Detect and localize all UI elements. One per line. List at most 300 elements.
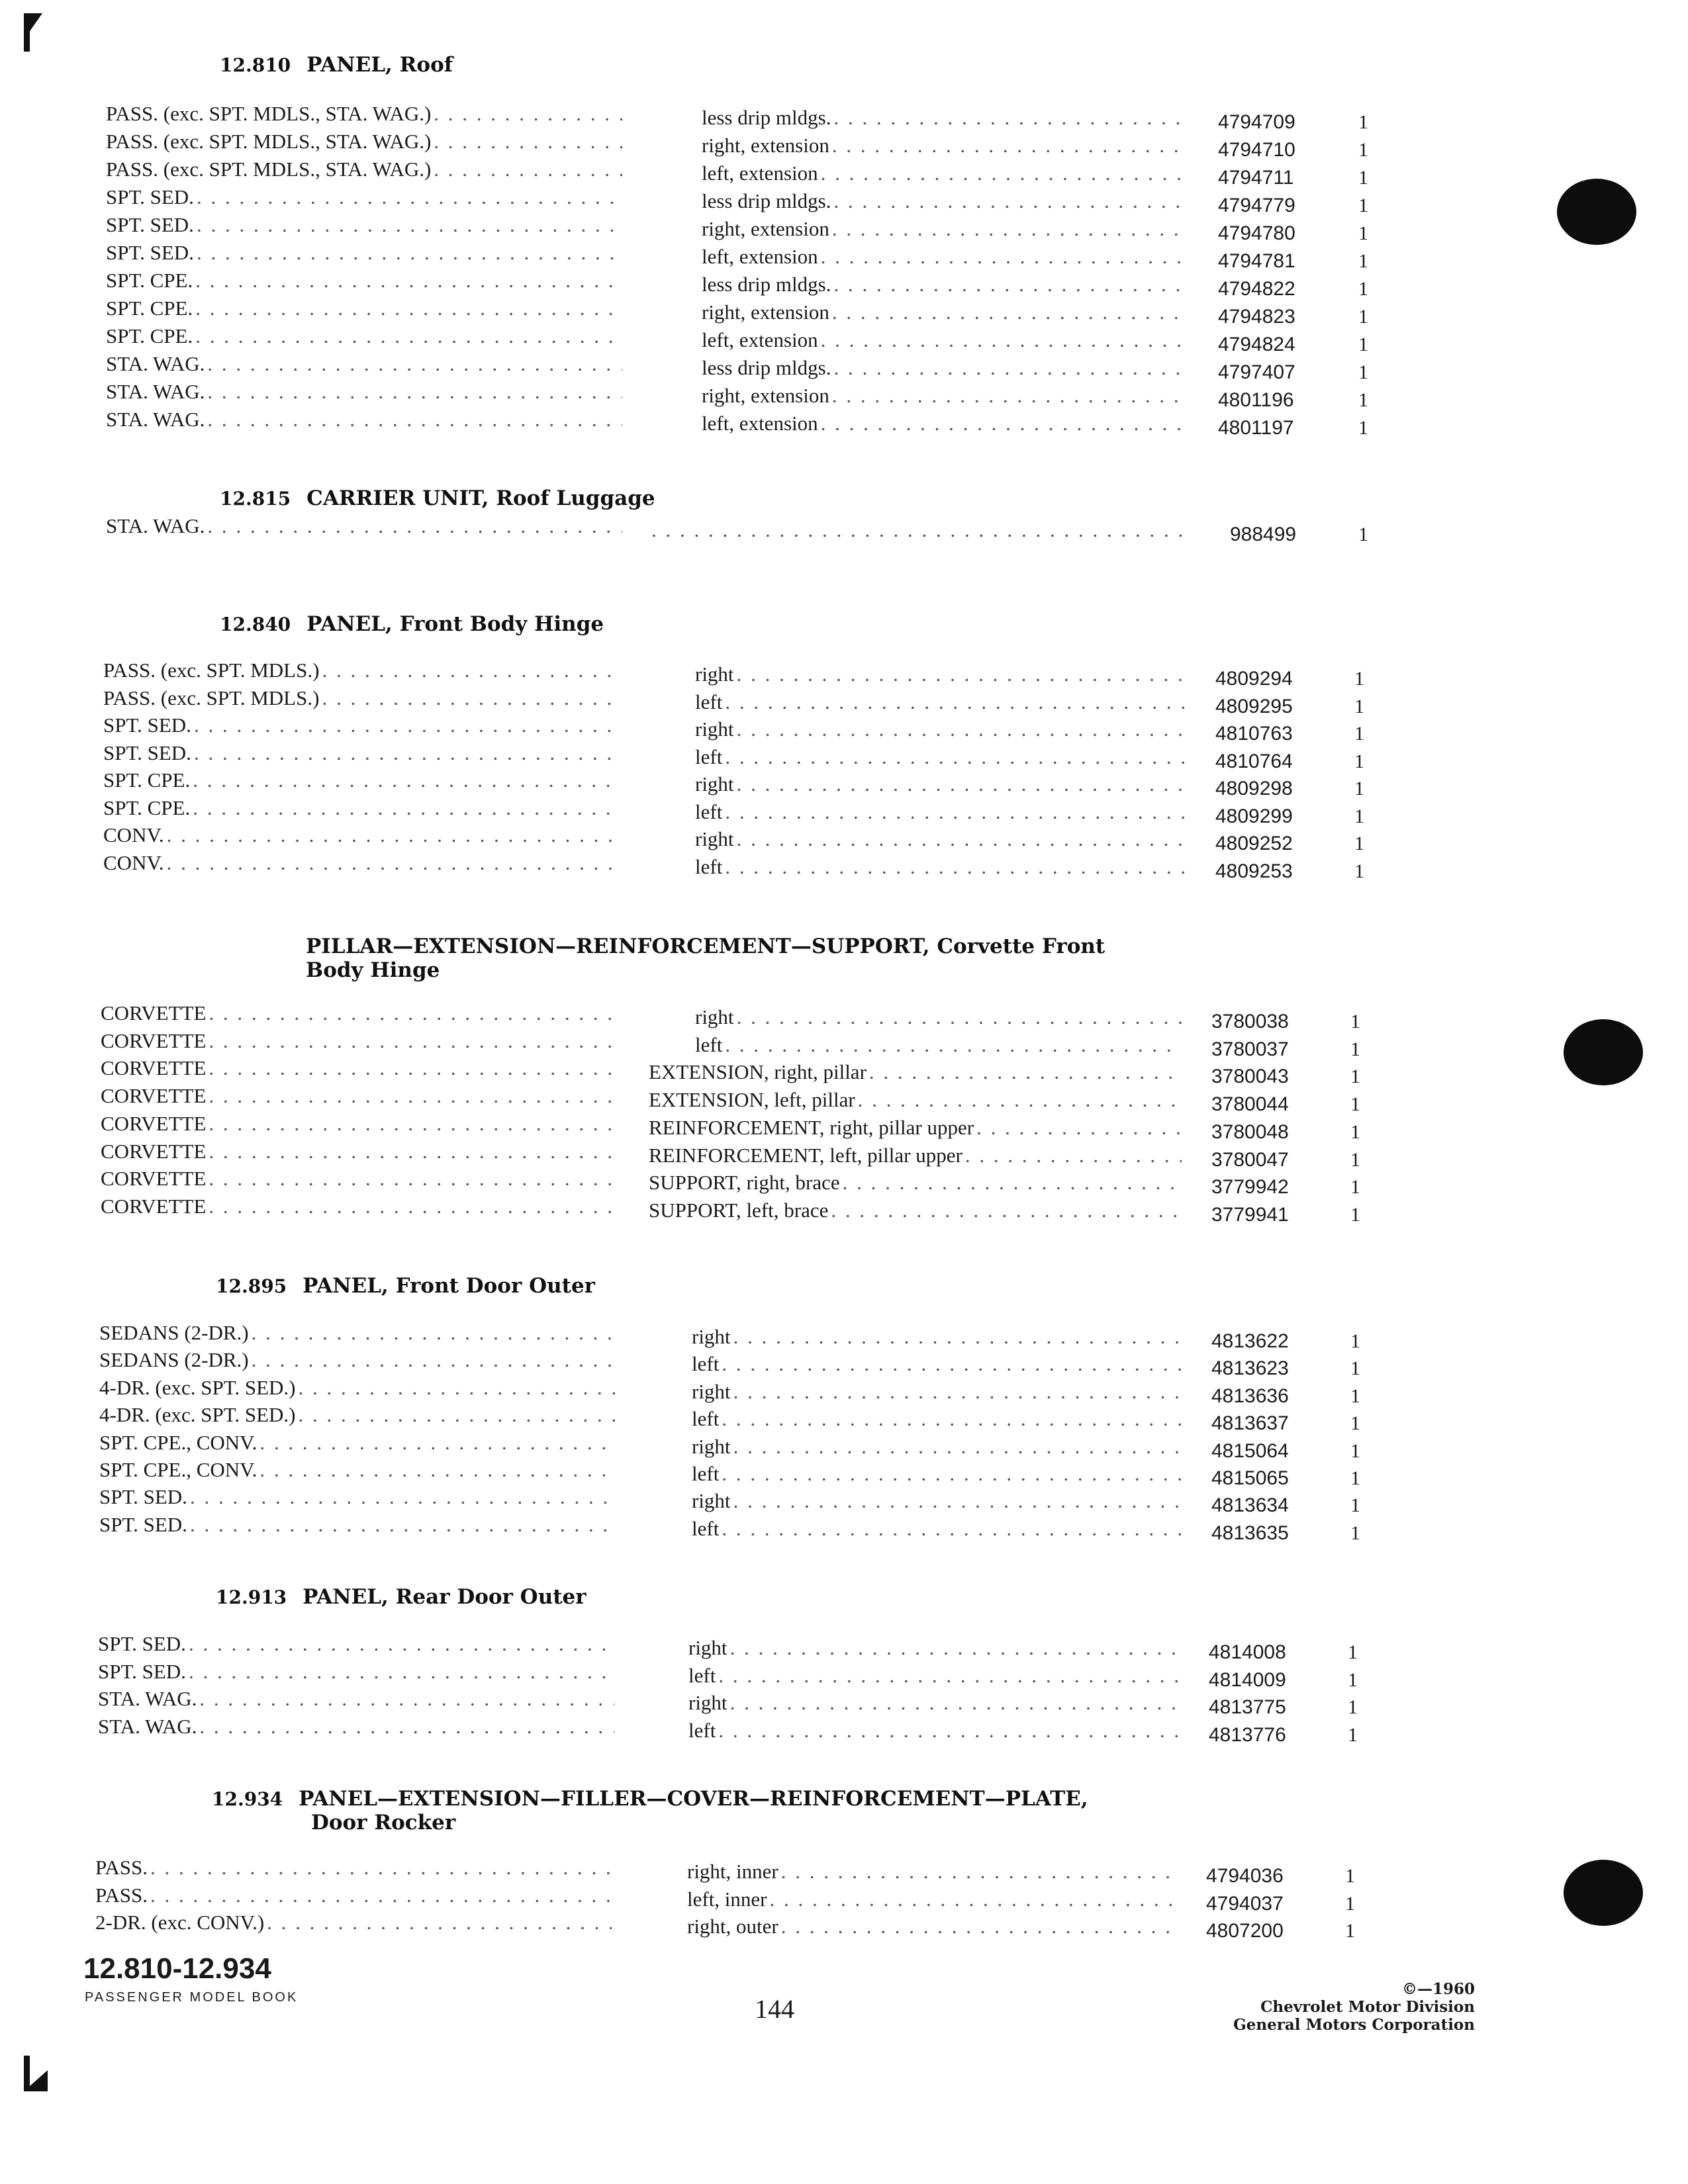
description-cell <box>692 1462 1182 1486</box>
part-number: 4809253 <box>1215 860 1293 882</box>
description-cell <box>688 1691 1178 1715</box>
part-number: 3780043 <box>1211 1066 1289 1088</box>
leader-dots <box>821 328 1185 352</box>
model-cell <box>99 1321 616 1345</box>
model-cell <box>101 1167 617 1191</box>
part-number: 4801197 <box>1218 417 1294 439</box>
description-cell <box>692 1517 1182 1541</box>
leader-dots <box>195 296 622 320</box>
description-text: right, extension <box>702 300 829 324</box>
book-name: PASSENGER MODEL BOOK <box>85 1990 299 2005</box>
model-cell <box>106 102 622 126</box>
description-cell <box>695 1005 1182 1029</box>
description-cell <box>702 384 1185 408</box>
leader-dots <box>207 352 622 376</box>
description-text: left <box>688 1718 716 1742</box>
part-number: 3780048 <box>1211 1120 1289 1143</box>
model-text: CORVETTE <box>101 1167 207 1191</box>
model-text: SPT. SED. <box>106 213 194 236</box>
description-text: right <box>695 1005 734 1028</box>
section-number: 12.913 <box>216 1586 287 1608</box>
leader-dots <box>434 102 622 126</box>
description-cell <box>687 1915 1177 1938</box>
description-cell <box>688 1719 1178 1743</box>
part-number: 3779941 <box>1211 1203 1289 1226</box>
model-cell <box>98 1632 614 1656</box>
leader-dots <box>195 269 622 293</box>
section-heading <box>220 53 453 77</box>
part-number: 4794709 <box>1218 111 1295 133</box>
description-cell <box>695 745 1188 769</box>
model-cell <box>95 1911 612 1934</box>
model-text: STA. WAG. <box>98 1714 197 1738</box>
leader-dots <box>832 217 1185 241</box>
part-number: 988499 <box>1230 523 1297 545</box>
binder-hole-icon <box>1557 179 1636 245</box>
quantity: 1 <box>1358 222 1368 244</box>
description-cell <box>695 717 1188 741</box>
model-cell <box>101 1112 617 1136</box>
model-cell <box>103 851 620 875</box>
part-number: 4809294 <box>1215 668 1293 690</box>
leader-dots <box>781 1915 1177 1938</box>
description-cell <box>695 800 1188 824</box>
description-text: left, extension <box>702 328 818 351</box>
section-title: PANEL—EXTENSION—FILLER—COVER—REINFORCEMENT—PLATE, <box>299 1787 1088 1811</box>
leader-dots <box>209 1084 617 1108</box>
description-text: SUPPORT, right, brace <box>649 1171 840 1195</box>
part-number: 4809295 <box>1215 695 1293 717</box>
leader-dots <box>199 1687 614 1711</box>
quantity: 1 <box>1358 417 1368 439</box>
leader-dots <box>193 796 620 820</box>
leader-dots <box>965 1144 1182 1167</box>
description-text: right <box>695 662 734 686</box>
model-text: STA. WAG. <box>106 380 205 403</box>
part-number: 4801196 <box>1218 389 1294 411</box>
model-text: SPT. CPE. <box>103 796 191 819</box>
description-text: left <box>695 1032 723 1056</box>
leader-dots <box>252 1348 616 1372</box>
quantity: 1 <box>1358 361 1368 383</box>
leader-dots <box>259 1431 616 1455</box>
description-cell <box>702 106 1185 130</box>
leader-dots <box>730 1636 1178 1660</box>
description-text: left <box>695 690 723 713</box>
quantity: 1 <box>1350 1439 1360 1462</box>
model-text: SPT. CPE. <box>106 324 193 347</box>
model-cell <box>103 768 620 792</box>
description-text: right, inner <box>687 1860 778 1883</box>
leader-dots <box>651 518 1185 542</box>
model-cell <box>103 796 620 820</box>
quantity: 1 <box>1350 1176 1360 1199</box>
leader-dots <box>197 185 622 209</box>
model-text: SEDANS (2-DR.) <box>99 1348 249 1372</box>
model-cell <box>101 1029 617 1053</box>
leader-dots <box>190 1513 616 1537</box>
part-number: 4794036 <box>1206 1865 1284 1887</box>
description-text: right <box>695 772 734 796</box>
model-text: PASS. (exc. SPT. MDLS., STA. WAG.) <box>106 158 432 181</box>
leader-dots <box>737 1005 1182 1029</box>
leader-dots <box>833 356 1185 380</box>
description-text: right <box>692 1434 731 1458</box>
part-number: 4813636 <box>1211 1385 1289 1407</box>
copyright: ©—1960 <box>1401 1980 1475 1998</box>
leader-dots <box>434 158 622 181</box>
model-text: 2-DR. (exc. CONV.) <box>95 1911 265 1934</box>
model-cell <box>98 1687 614 1711</box>
section-number: 12.840 <box>220 614 291 635</box>
description-text: less drip mldgs. <box>702 189 831 212</box>
description-cell <box>649 1088 1182 1112</box>
quantity: 1 <box>1350 1330 1360 1352</box>
model-text: SPT. CPE. <box>106 296 193 320</box>
model-text: CONV. <box>103 850 164 874</box>
leader-dots <box>150 1856 612 1880</box>
description-text: less drip mldgs. <box>702 356 831 379</box>
leader-dots <box>730 1691 1178 1715</box>
leader-dots <box>725 745 1188 769</box>
model-text: SPT. SED. <box>98 1632 186 1655</box>
description-text: right, extension <box>702 384 829 407</box>
description-text: left <box>688 1663 716 1687</box>
model-cell <box>103 659 620 682</box>
section-title: Body Hinge <box>306 958 440 982</box>
part-number: 4810763 <box>1215 723 1293 745</box>
description-cell <box>695 855 1188 879</box>
leader-dots <box>298 1403 616 1427</box>
section-number: 12.815 <box>220 488 291 510</box>
part-number: 4794780 <box>1218 222 1295 244</box>
section-heading <box>216 1585 586 1609</box>
leader-dots <box>207 514 622 538</box>
model-cell <box>99 1348 616 1372</box>
model-text: CORVETTE <box>101 1028 207 1052</box>
section-number: 12.934 <box>212 1788 283 1810</box>
model-cell <box>103 686 620 710</box>
leader-dots <box>322 659 620 682</box>
part-number: 4813634 <box>1211 1494 1289 1517</box>
quantity: 1 <box>1348 1696 1358 1718</box>
leader-dots <box>733 1325 1182 1349</box>
part-number: 4794710 <box>1218 139 1295 161</box>
description-cell <box>687 1860 1177 1884</box>
model-cell <box>95 1856 612 1880</box>
description-text: right <box>692 1489 731 1513</box>
description-text: left, extension <box>702 161 818 185</box>
part-number: 4813635 <box>1211 1522 1289 1544</box>
model-cell <box>101 1195 617 1218</box>
quantity: 1 <box>1358 306 1368 328</box>
model-text: PASS. (exc. SPT. MDLS.) <box>103 659 320 682</box>
section-heading <box>220 486 655 510</box>
quantity: 1 <box>1354 778 1364 799</box>
model-cell <box>99 1458 616 1482</box>
description-cell <box>649 1116 1182 1140</box>
quantity: 1 <box>1354 750 1364 772</box>
quantity: 1 <box>1345 1892 1355 1915</box>
leader-dots <box>737 827 1188 851</box>
section-heading <box>212 1787 1088 1835</box>
description-cell <box>702 356 1185 380</box>
quantity: 1 <box>1345 1920 1355 1942</box>
part-number: 4794781 <box>1218 250 1295 272</box>
part-number: 4794824 <box>1218 334 1295 355</box>
leader-dots <box>209 1029 617 1053</box>
description-text: right <box>692 1325 731 1348</box>
quantity: 1 <box>1354 695 1364 717</box>
description-text: REINFORCEMENT, right, pillar upper <box>649 1115 974 1139</box>
description-text: left <box>695 799 723 823</box>
part-number: 4797407 <box>1218 361 1295 383</box>
model-cell <box>106 241 622 265</box>
quantity: 1 <box>1350 1522 1360 1544</box>
leader-dots <box>725 690 1188 714</box>
leader-dots <box>207 408 622 432</box>
part-number: 4809252 <box>1215 833 1293 854</box>
model-cell <box>106 380 622 404</box>
part-number: 3780038 <box>1211 1011 1289 1032</box>
leader-dots <box>725 1033 1182 1057</box>
leader-dots <box>821 245 1185 269</box>
quantity: 1 <box>1354 723 1364 745</box>
binder-hole-icon <box>1564 1860 1643 1926</box>
leader-dots <box>833 189 1185 213</box>
part-number: 4794779 <box>1218 195 1295 216</box>
leader-dots <box>298 1376 616 1400</box>
model-cell <box>106 213 622 237</box>
part-number: 3779942 <box>1211 1176 1289 1199</box>
model-cell <box>99 1431 616 1455</box>
section-heading <box>306 934 1105 982</box>
leader-dots <box>725 855 1188 879</box>
model-cell <box>106 514 622 538</box>
quantity: 1 <box>1354 805 1364 827</box>
model-cell <box>99 1485 616 1509</box>
part-number: 3780044 <box>1211 1093 1289 1116</box>
model-text: SPT. SED. <box>99 1485 187 1509</box>
part-number: 4813623 <box>1211 1357 1289 1380</box>
leader-dots <box>209 1195 617 1218</box>
description-text: right, extension <box>702 134 829 157</box>
model-cell <box>106 185 622 209</box>
quantity: 1 <box>1350 1494 1360 1517</box>
description-cell <box>702 273 1185 296</box>
leader-dots <box>252 1321 616 1345</box>
description-cell <box>702 300 1185 324</box>
description-text: REINFORCEMENT, left, pillar upper <box>649 1143 962 1167</box>
section-heading <box>216 1274 595 1298</box>
description-text: EXTENSION, right, pillar <box>649 1060 867 1084</box>
model-cell <box>98 1715 614 1739</box>
leader-dots <box>722 1352 1182 1376</box>
model-text: CORVETTE <box>101 1111 207 1135</box>
description-cell <box>649 1171 1182 1195</box>
quantity: 1 <box>1350 1467 1360 1489</box>
leader-dots <box>193 768 620 792</box>
model-text: SPT. SED. <box>99 1512 187 1536</box>
part-number: 4807200 <box>1206 1920 1284 1942</box>
part-number: 4815065 <box>1211 1467 1289 1489</box>
description-cell <box>692 1489 1182 1513</box>
part-number: 4794822 <box>1218 278 1295 300</box>
model-text: PASS. <box>95 1856 148 1879</box>
section-title: CARRIER UNIT, Roof Luggage <box>306 486 655 510</box>
description-cell <box>702 217 1185 241</box>
leader-dots <box>832 300 1185 324</box>
model-cell <box>103 713 620 737</box>
description-cell <box>702 245 1185 269</box>
leader-dots <box>207 380 622 404</box>
model-text: SPT. CPE., CONV. <box>99 1458 258 1481</box>
model-text: 4-DR. (exc. SPT. SED.) <box>99 1403 296 1427</box>
registration-mark-top <box>24 13 42 40</box>
division-name: Chevrolet Motor Division <box>1260 1998 1475 2016</box>
quantity: 1 <box>1350 1148 1360 1171</box>
leader-dots <box>821 412 1185 435</box>
description-cell <box>695 1033 1182 1057</box>
model-cell <box>106 158 622 181</box>
description-cell <box>692 1325 1182 1349</box>
description-cell <box>649 1060 1182 1084</box>
model-text: CORVETTE <box>101 1139 207 1163</box>
model-cell <box>106 130 622 154</box>
model-text: PASS. (exc. SPT. MDLS., STA. WAG.) <box>106 130 432 153</box>
quantity: 1 <box>1350 1066 1360 1088</box>
description-text: right <box>695 717 734 741</box>
leader-dots <box>833 106 1185 130</box>
quantity: 1 <box>1345 1865 1355 1887</box>
section-number: 12.895 <box>216 1275 287 1297</box>
description-text: right <box>688 1691 727 1714</box>
description-text: left <box>692 1462 720 1485</box>
corporation-name: General Motors Corporation <box>1233 2016 1475 2034</box>
model-cell <box>101 1001 617 1025</box>
leader-dots <box>150 1884 612 1907</box>
model-cell <box>106 269 622 293</box>
quantity: 1 <box>1358 195 1368 216</box>
description-text: left, extension <box>702 245 818 268</box>
model-text: CORVETTE <box>101 1056 207 1080</box>
description-cell <box>695 662 1188 686</box>
description-cell <box>695 690 1188 714</box>
binder-hole-icon <box>1564 1019 1643 1085</box>
description-text: left <box>692 1516 720 1540</box>
quantity: 1 <box>1358 334 1368 355</box>
quantity: 1 <box>1350 1203 1360 1226</box>
part-number: 4809299 <box>1215 805 1293 827</box>
quantity: 1 <box>1358 389 1368 411</box>
leader-dots <box>737 662 1188 686</box>
model-text: PASS. (exc. SPT. MDLS.) <box>103 686 320 709</box>
leader-dots <box>831 1199 1182 1222</box>
part-number: 4813637 <box>1211 1412 1289 1435</box>
leader-dots <box>733 1380 1182 1404</box>
section-title: PANEL, Rear Door Outer <box>303 1585 586 1609</box>
part-number: 3780037 <box>1211 1038 1289 1060</box>
description-cell <box>695 827 1188 851</box>
part-number: 4815064 <box>1211 1439 1289 1462</box>
quantity: 1 <box>1358 139 1368 161</box>
leader-dots <box>718 1664 1178 1688</box>
part-number: 4813775 <box>1209 1696 1286 1718</box>
leader-dots <box>259 1458 616 1482</box>
quantity: 1 <box>1348 1668 1358 1691</box>
model-cell <box>106 352 622 376</box>
quantity: 1 <box>1350 1120 1360 1143</box>
model-text: CORVETTE <box>101 1084 207 1108</box>
model-text: STA. WAG. <box>98 1687 197 1710</box>
quantity: 1 <box>1358 250 1368 272</box>
quantity: 1 <box>1350 1385 1360 1407</box>
quantity: 1 <box>1350 1011 1360 1032</box>
model-cell <box>106 296 622 320</box>
model-text: SPT. SED. <box>106 185 194 208</box>
leader-dots <box>197 213 622 237</box>
model-text: SPT. CPE. <box>103 768 191 792</box>
leader-dots <box>733 1435 1182 1459</box>
description-text: right, outer <box>687 1915 778 1938</box>
description-cell <box>692 1435 1182 1459</box>
leader-dots <box>197 241 622 265</box>
model-text: STA. WAG. <box>106 408 205 431</box>
quantity: 1 <box>1358 167 1368 189</box>
model-cell <box>101 1084 617 1108</box>
description-cell <box>688 1664 1178 1688</box>
description-cell <box>702 134 1185 158</box>
section-title: PILLAR—EXTENSION—REINFORCEMENT—SUPPORT, Corvette Front <box>306 934 1105 958</box>
quantity: 1 <box>1358 278 1368 300</box>
description-cell <box>649 518 1185 542</box>
part-number: 4813776 <box>1209 1723 1286 1746</box>
model-text: SEDANS (2-DR.) <box>99 1321 249 1344</box>
section-heading <box>220 612 604 636</box>
model-text: SPT. SED. <box>103 713 191 737</box>
model-cell <box>101 1056 617 1080</box>
section-title: PANEL, Front Door Outer <box>303 1274 596 1298</box>
model-cell <box>95 1884 612 1907</box>
leader-dots <box>434 130 622 154</box>
model-text: SPT. CPE., CONV. <box>99 1430 258 1454</box>
description-cell <box>649 1199 1182 1222</box>
leader-dots <box>843 1171 1182 1195</box>
leader-dots <box>733 1489 1182 1513</box>
part-number: 3780047 <box>1211 1148 1289 1171</box>
description-cell <box>687 1888 1177 1911</box>
description-text: right <box>692 1379 731 1403</box>
model-cell <box>103 823 620 847</box>
model-cell <box>106 408 622 432</box>
quantity: 1 <box>1354 668 1364 690</box>
quantity: 1 <box>1350 1093 1360 1116</box>
description-cell <box>692 1407 1182 1431</box>
registration-mark-bottom <box>24 2070 48 2091</box>
leader-dots <box>189 1660 614 1684</box>
model-cell <box>98 1660 614 1684</box>
model-text: CORVETTE <box>101 1194 207 1218</box>
leader-dots <box>832 134 1185 158</box>
part-number: 4794823 <box>1218 306 1295 328</box>
quantity: 1 <box>1358 111 1368 133</box>
leader-dots <box>167 823 620 847</box>
quantity: 1 <box>1350 1412 1360 1435</box>
leader-dots <box>190 1485 616 1509</box>
description-text: SUPPORT, left, brace <box>649 1198 829 1222</box>
page-number: 144 <box>755 1994 794 2024</box>
part-number: 4814008 <box>1209 1641 1286 1663</box>
